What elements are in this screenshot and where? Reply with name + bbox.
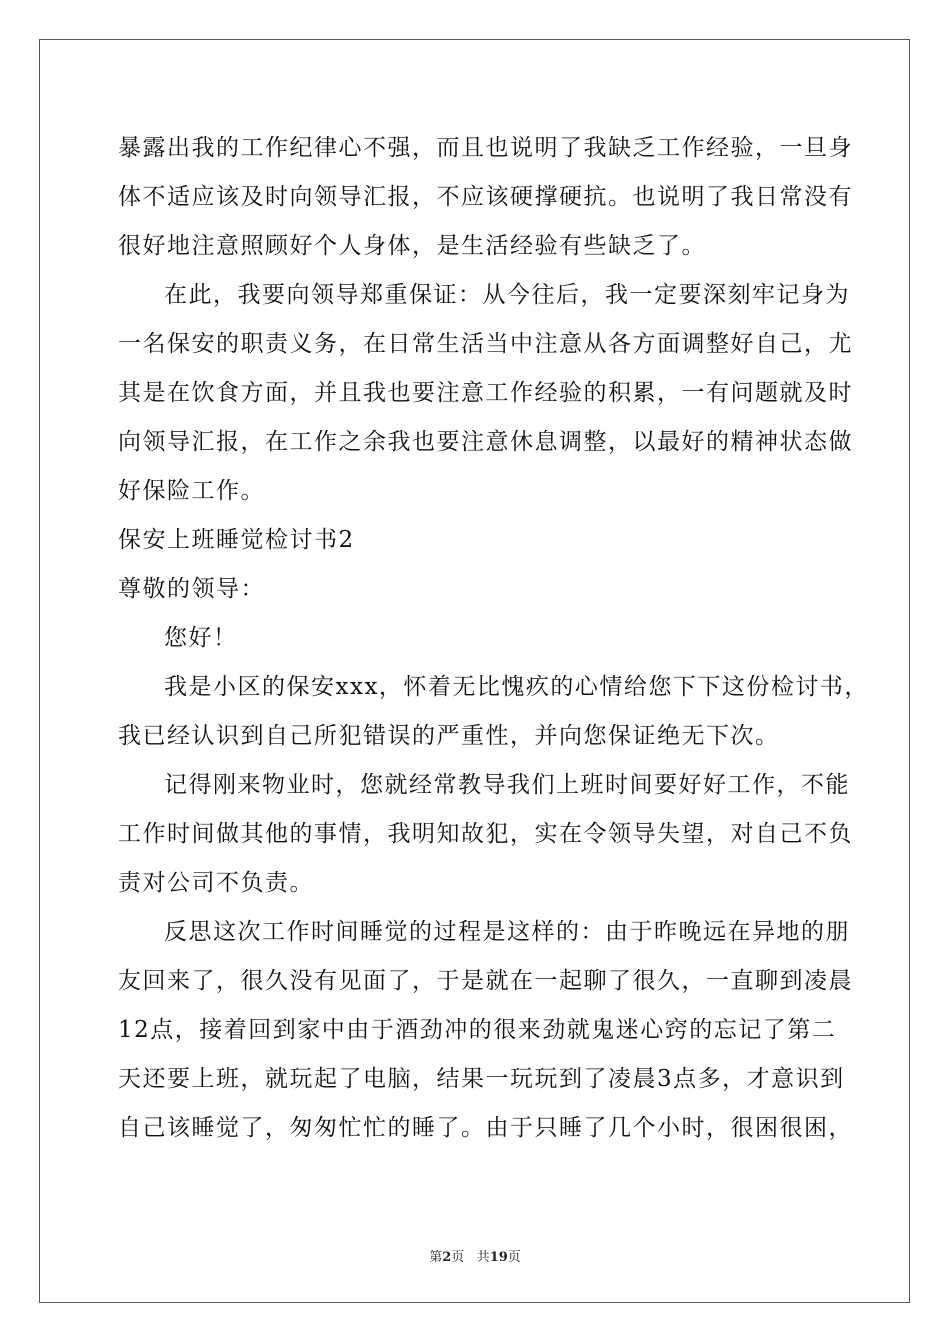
text-line: 向领导汇报，在工作之余我也要注意休息调整，以最好的精神状态做	[118, 429, 853, 455]
text-line: 友回来了，很久没有见面了，于是就在一起聊了很久，一直聊到凌晨	[118, 968, 853, 994]
text-line: 自己该睡觉了，匆匆忙忙的睡了。由于只睡了几个小时，很困很困，	[118, 1115, 853, 1141]
document-body	[118, 124, 869, 1153]
text-line: 一名保安的职责义务，在日常生活当中注意从各方面调整好自己，尤	[118, 331, 853, 357]
text-line: 12点，接着回到家中由于酒劲冲的很来劲就鬼迷心窍的忘记了第二	[118, 1017, 837, 1043]
text-line: 责对公司不负责。	[118, 870, 314, 896]
text-line: 尊敬的领导：	[118, 576, 265, 602]
text-line: 我是小区的保安xxx，怀着无比愧疚的心情给您下下这份检讨书，	[164, 674, 869, 700]
text-line: 工作时间做其他的事情，我明知故犯，实在令领导失望，对自己不负	[118, 821, 853, 847]
text-line: 暴露出我的工作纪律心不强，而且也说明了我缺乏工作经验，一旦身	[118, 135, 853, 161]
page-current: 2	[442, 1250, 452, 1265]
page-suffix: 页	[451, 1250, 465, 1265]
text-line: 体不适应该及时向领导汇报，不应该硬撑硬抗。也说明了我日常没有	[118, 184, 853, 210]
page-prefix: 第	[429, 1250, 443, 1265]
text-line: 其是在饮食方面，并且我也要注意工作经验的积累，一有问题就及时	[118, 380, 853, 406]
text-line: 天还要上班，就玩起了电脑，结果一玩玩到了凌晨3点多，才意识到	[118, 1066, 845, 1092]
text-line: 在此，我要向领导郑重保证：从今往后，我一定要深刻牢记身为	[164, 282, 850, 308]
text-line: 保安上班睡觉检讨书2	[118, 527, 355, 553]
page-footer	[0, 1246, 950, 1265]
text-line: 很好地注意照顾好个人身体，是生活经验有些缺乏了。	[118, 233, 706, 259]
total-prefix: 共	[476, 1250, 490, 1265]
text-line: 我已经认识到自己所犯错误的严重性，并向您保证绝无下次。	[118, 723, 780, 749]
text-line: 您好！	[164, 625, 238, 651]
text-line: 反思这次工作时间睡觉的过程是这样的：由于昨晚远在异地的朋	[164, 919, 850, 945]
total-suffix: 页	[507, 1250, 521, 1265]
text-line: 好保险工作。	[118, 478, 265, 504]
text-line: 记得刚来物业时，您就经常教导我们上班时间要好好工作，不能	[164, 772, 850, 798]
page-total: 19	[489, 1250, 508, 1265]
